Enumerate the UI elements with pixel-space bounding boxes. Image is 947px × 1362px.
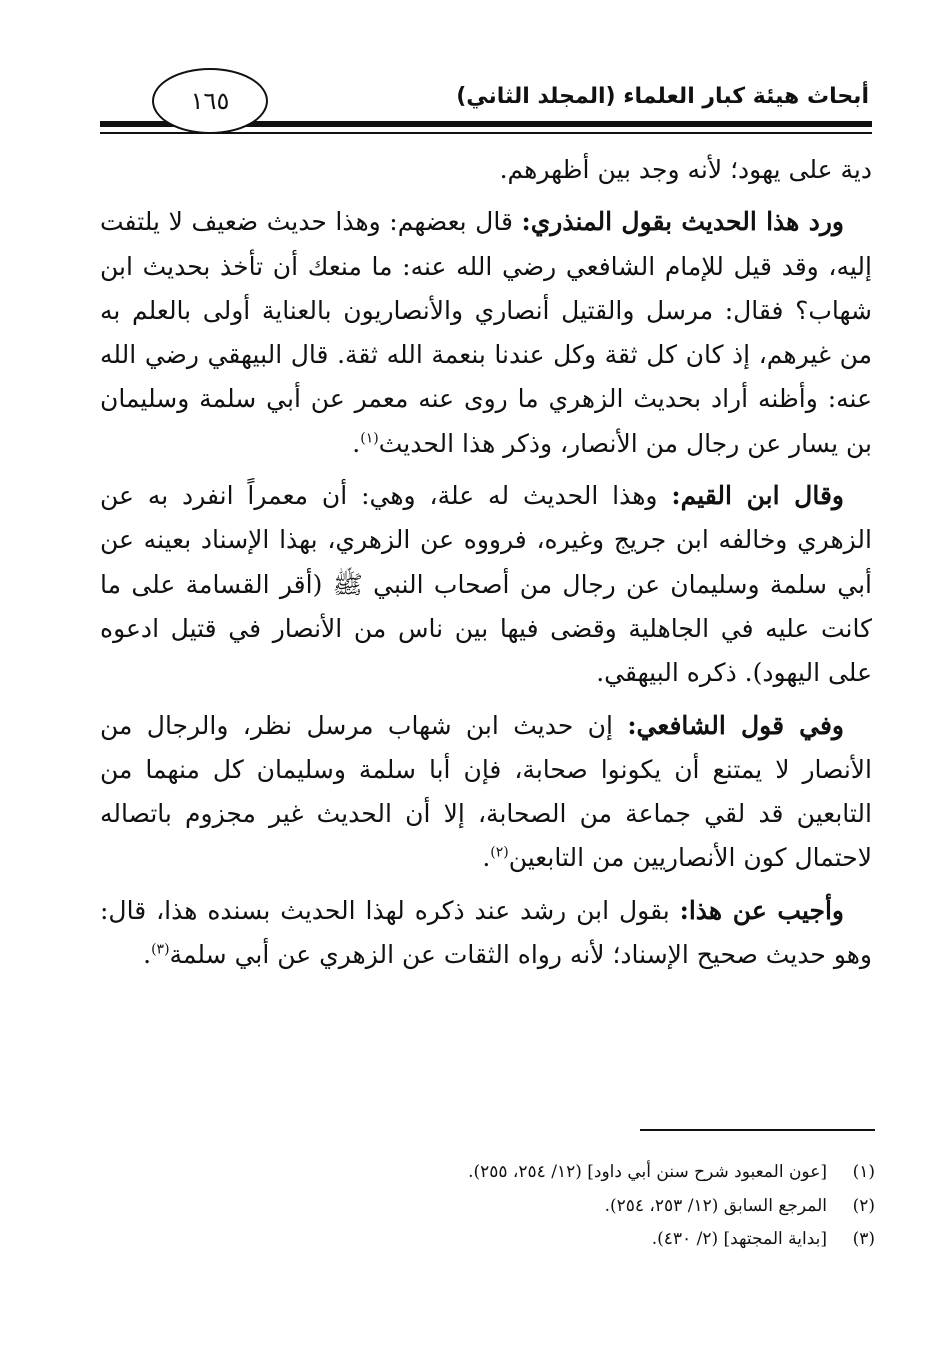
footnote [95,1190,875,1224]
paragraph-lead: وأجيب عن هذا: [679,895,844,925]
paragraph-text: وهذا الحديث له علة، وهي: أن معمراً انفرد به عن الزهري وخالفه ابن جريج وغيره، فرووه عن الزهري، بهذا الإسناد بعينه عن أبي سلمة وسليمان عن رجال من أصحاب النبي ﷺ (أقر القسامة على ما كانت عليه في الجاهلية وقضى فيها بين ناس من الأنصار في قتيل ادعوه على اليهود). ذكره البيهقي. [100,481,872,688]
footnote-separator [640,1129,875,1131]
paragraph [100,474,872,695]
paragraph [100,148,872,192]
footnote-number: (١) [852,1162,875,1182]
footnotes [95,1156,875,1257]
paragraph-lead: ورد هذا الحديث بقول المنذري: [521,207,844,237]
footnote-number: (٣) [852,1229,875,1249]
paragraph-text: قال بعضهم: وهذا حديث ضعيف لا يلتفت إليه، وقد قيل للإمام الشافعي رضي الله عنه: ما منعك أن تأخذ بحديث ابن شهاب؟ فقال: مرسل والقتيل أنصاري والأنصاريون بالعناية أولى بالعلم به من غيرهم، إذ كان كل ثقة وكل عندنا بنعمة الله ثقة. قال البيهقي رضي الله عنه: وأظنه أراد بحديث الزهري ما روى عنه معمر عن أبي سلمة وسليمان بن يسار عن رجال من الأنصار، وذكر هذا الحديث [100,207,872,458]
running-title: أبحاث هيئة كبار العلماء (المجلد الثاني) [456,84,869,109]
paragraph-text: بقول ابن رشد عند ذكره لهذا الحديث بسنده هذا، قال: وهو حديث صحيح الإسناد؛ لأنه رواه الثقات عن الزهري عن أبي سلمة [100,895,872,970]
paragraph-text: دية على يهود؛ لأنه وجد بين أظهرهم. [499,155,872,184]
footnote-text: [عون المعبود شرح سنن أبي داود] (١٢/ ٢٥٤، ٢٥٥). [468,1162,827,1182]
paragraph-end: . [143,940,152,970]
footnote-text: المرجع السابق (١٢/ ٢٥٣، ٢٥٤). [604,1195,827,1216]
paragraph-end: . [482,843,491,873]
page-number: ١٦٥ [152,68,268,134]
paragraph [100,704,872,881]
paragraph-end: . [352,428,361,458]
footnote-ref: (١) [360,430,379,447]
paragraph-lead: وفي قول الشافعي: [627,710,844,740]
footnote-number: (٢) [852,1195,875,1216]
paragraph-lead: وقال ابن القيم: [671,481,844,511]
footnote-text: [بداية المجتهد] (٢/ ٤٣٠). [651,1229,827,1249]
main-text [100,148,872,985]
footnote-ref: (٣) [151,941,170,958]
paragraph [100,200,872,466]
paragraph [100,889,872,978]
footnote [95,1156,875,1190]
footnote [95,1223,875,1257]
footnote-ref: (٢) [490,845,509,862]
paragraph-text: إن حديث ابن شهاب مرسل نظر، والرجال من الأنصار لا يمتنع أن يكونوا صحابة، فإن أبا سلمة وسليمان كل منهما من التابعين قد لقي جماعة من الصحابة، إلا أن الحديث غير مجزوم باتصاله لاحتمال كون الأنصاريين من التابعين [100,710,872,873]
